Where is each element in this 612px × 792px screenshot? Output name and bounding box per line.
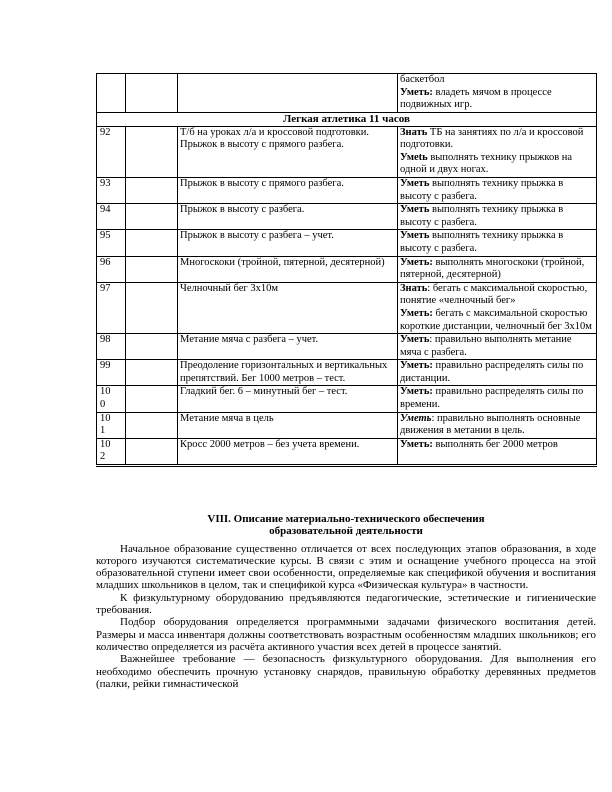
lesson-number-cell: 95 (97, 230, 126, 256)
skills-line (400, 257, 594, 282)
skills-cell (398, 126, 597, 177)
skills-keyword: Уметь: (400, 307, 433, 319)
date-cell (126, 282, 178, 333)
skills-text: правильно распределять силы по времени. (400, 386, 584, 411)
topic-cell: Многоскоки (тройной, пятерной, десятерной) (178, 256, 398, 282)
lesson-plan-table (96, 73, 597, 467)
skills-keyword: Знать (400, 126, 428, 138)
skills-keyword: Уметь (400, 230, 430, 242)
skills-keyword: Уметь: (400, 360, 433, 372)
skills-text: : правильно выполнять метание мяча с разбега. (400, 334, 572, 358)
skills-text: выполнять технику прыжка в высоту с разбега. (400, 177, 564, 202)
skills-cell (398, 177, 597, 203)
skills-line (400, 230, 594, 255)
lesson-number-cell (97, 74, 126, 113)
date-cell (126, 177, 178, 203)
date-cell (126, 74, 178, 113)
skills-text: : бегать с максимальной скоростью, понятие «челночный бег» (400, 282, 588, 307)
skills-keyword: Уметь (400, 204, 430, 216)
paragraph: Важнейшее требование — безопасность физкультурного оборудования. Для выполнения его необходимо обеспечить прочную установку снарядов, правильную обработку деревянных предметов (палки, рейки гимнастической (96, 653, 596, 690)
date-cell (126, 230, 178, 256)
date-cell (126, 256, 178, 282)
topic-cell: Метание мяча с разбега – учет. (178, 334, 398, 360)
skills-keyword: Уметь: (400, 256, 433, 268)
skills-text: бегать с максимальной скоростью короткие дистанции, челночный бег 3х10м (400, 307, 592, 332)
skills-cell (398, 204, 597, 230)
date-cell (126, 412, 178, 438)
skills-text: выполнять бег 2000 метров (432, 438, 558, 450)
skills-line (400, 152, 594, 177)
skills-line (400, 413, 594, 438)
table-row (97, 386, 597, 412)
table-row (97, 256, 597, 282)
table-row (97, 126, 597, 177)
topic-cell: Челночный бег 3х10м (178, 282, 398, 333)
lesson-number-cell: 99 (97, 360, 126, 386)
skills-text: : правильно выполнять основные движения в метании в цель. (400, 412, 581, 437)
table-row (97, 412, 597, 438)
skills-keyword: Уметь (400, 177, 430, 189)
date-cell (126, 204, 178, 230)
skills-cell (398, 360, 597, 386)
skills-line (400, 204, 594, 229)
date-cell (126, 126, 178, 177)
table-row (97, 230, 597, 256)
section-title: Легкая атлетика 11 часов (97, 113, 597, 127)
topic-cell: Прыжок в высоту с разбега – учет. (178, 230, 398, 256)
date-cell (126, 360, 178, 386)
lesson-number-cell: 92 (97, 126, 126, 177)
skills-cell (398, 256, 597, 282)
skills-keyword: Уметь: (400, 86, 433, 98)
topic-cell (178, 74, 398, 113)
section-header-row (97, 113, 597, 127)
lesson-number-cell: 93 (97, 177, 126, 203)
paragraph: К физкультурному оборудованию предъявляются педагогические, эстетические и гигиенические требования. (96, 591, 596, 617)
skills-keyword: Знать (400, 282, 428, 294)
table-row (97, 177, 597, 203)
skills-cell (398, 334, 597, 360)
date-cell (126, 334, 178, 360)
section-8-title-line-2: образовательной деятельности (269, 525, 423, 538)
skills-line (400, 334, 594, 359)
lesson-number-cell: 97 (97, 282, 126, 333)
date-cell (126, 438, 178, 465)
paragraph: Начальное образование существенно отличается от всех последующих этапов образования, в ходе которого изучаются систематические курсы. В связи с этим и оснащение учебного процесса на этой образовательной ступени имеет свои особенности, определяемые как спецификой обучения и воспитания младших школьников в целом, так и спецификой курса «Физическая культура» в частности. (96, 542, 596, 592)
skills-line (400, 439, 594, 452)
skills-cell (398, 438, 597, 465)
lesson-number-cell: 10 0 (97, 386, 126, 412)
topic-cell: Кросс 2000 метров – без учета времени. (178, 438, 398, 465)
lesson-number-cell: 10 2 (97, 438, 126, 465)
topic-cell: Прыжок в высоту с разбега. (178, 204, 398, 230)
topic-cell: Метание мяча в цель (178, 412, 398, 438)
skills-cell (398, 282, 597, 333)
paragraph: Подбор оборудования определяется программными задачами физического воспитания детей. Размеры и масса инвентаря должны соответствовать возрастным особенностям младших школьников; его количество определяется из расчёта активного участия всех детей в процессе занятий. (96, 616, 596, 653)
skills-cell (398, 74, 597, 113)
lesson-number-cell: 10 1 (97, 412, 126, 438)
skills-text: выполнять технику прыжков на одной и двух ногах. (400, 151, 573, 176)
topic-cell: Т/б на уроках л/а и кроссовой подготовки. Прыжок в высоту с прямого разбега. (178, 126, 398, 177)
skills-line (400, 360, 594, 385)
lesson-number-cell: 96 (97, 256, 126, 282)
skills-text: выполнять технику прыжка в высоту с разбега. (400, 230, 564, 254)
skills-keyword: Уметь: (400, 386, 433, 398)
skills-keyword: Уметь: (400, 438, 433, 450)
skills-keyword: Умеtь (400, 151, 428, 163)
topic-cell: Прыжок в высоту с прямого разбега. (178, 177, 398, 203)
skills-line (400, 283, 594, 308)
skills-line (400, 308, 594, 333)
skills-text: выполнять технику прыжка в высоту с разбега. (400, 204, 564, 228)
topic-cell: Гладкий бег. 6 – минутный бег – тест. (178, 386, 398, 412)
skills-keyword: Уметь (400, 412, 432, 424)
skills-text: владеть мячом в процессе подвижных игр. (400, 86, 552, 111)
table-row (97, 282, 597, 333)
skills-text: ТБ на занятиях по л/а и кроссовой подготовки. (400, 126, 584, 151)
table-row (97, 360, 597, 386)
topic-cell: Преодоление горизонтальных и вертикальных препятствий. Бег 1000 метров – тест. (178, 360, 398, 386)
skills-line: баскетбол (400, 74, 445, 85)
skills-line (400, 127, 594, 152)
skills-cell (398, 230, 597, 256)
skills-text: выполнять многоскоки (тройной, пятерной, десятерной) (400, 256, 585, 281)
skills-text: правильно распределять силы по дистанции. (400, 360, 584, 384)
skills-keyword: Уметь (400, 334, 430, 346)
skills-line (400, 87, 594, 112)
skills-line (400, 178, 594, 203)
table-row (97, 204, 597, 230)
section-8-title-line-1: VIII. Описание материально-технического обеспечения (207, 513, 485, 525)
lesson-number-cell: 98 (97, 334, 126, 360)
skills-cell (398, 386, 597, 412)
section-8-block (96, 513, 596, 690)
skills-cell (398, 412, 597, 438)
date-cell (126, 386, 178, 412)
table-row (97, 334, 597, 360)
skills-line (400, 386, 594, 411)
table-row (97, 438, 597, 465)
table-row (97, 74, 597, 113)
lesson-number-cell: 94 (97, 204, 126, 230)
section-8-title (96, 513, 596, 538)
